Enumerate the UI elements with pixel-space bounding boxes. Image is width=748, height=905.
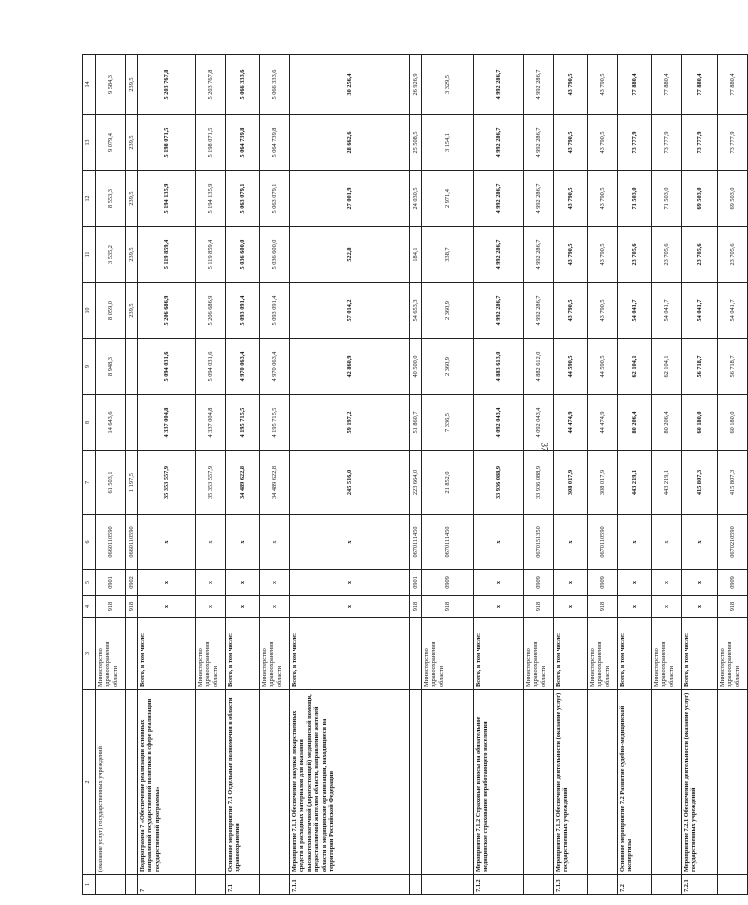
table-cell: 0901: [96, 570, 126, 596]
table-cell: 5 063 079,1: [226, 171, 260, 227]
row-description: Подпрограмма 7 «Обеспечение реализации основных направлений государственной политики в сфере реализации государственной программы»: [138, 690, 196, 875]
row-description: (оказание услуг) государственных учреждений: [96, 690, 126, 875]
row-executor: Министерство здравоохранения области: [588, 618, 618, 690]
table-cell: 308 017,9: [588, 451, 618, 515]
table-cell: 0909: [422, 570, 474, 596]
table-cell: [260, 875, 290, 895]
table-cell: 59 197,2: [290, 395, 410, 451]
table-cell: 2 360,9: [422, 283, 474, 339]
budget-table: [82, 54, 748, 895]
table-cell: 918: [524, 596, 554, 618]
table-cell: 77 880,4: [682, 55, 718, 115]
table-cell: 4 992 286,7: [524, 115, 554, 171]
row-description: [588, 690, 618, 875]
table-cell: 239,5: [126, 283, 138, 339]
header-cell: 3: [83, 618, 96, 690]
table-cell: 5 203 767,8: [138, 55, 196, 115]
table-cell: 918: [718, 596, 748, 618]
table-row: [652, 55, 682, 895]
table-cell: 77 880,4: [652, 55, 682, 115]
table-cell: [588, 875, 618, 895]
table-cell: 43 790,5: [588, 283, 618, 339]
table-cell: 54 041,7: [618, 283, 652, 339]
table-row: [422, 55, 474, 895]
header-cell: 12: [83, 171, 96, 227]
row-description: [410, 690, 422, 875]
table-cell: x: [554, 596, 588, 618]
column-number-row: [83, 55, 96, 895]
table-cell: 43 790,5: [554, 55, 588, 115]
table-cell: 5 119 859,4: [138, 227, 196, 283]
row-executor: Министерство здравоохранения области: [96, 618, 126, 690]
table-row: [290, 55, 410, 895]
header-cell: 4: [83, 596, 96, 618]
table-cell: x: [682, 570, 718, 596]
table-cell: 43 790,5: [588, 227, 618, 283]
table-cell: 5 206 686,9: [138, 283, 196, 339]
row-executor: Министерство здравоохранения области: [422, 618, 474, 690]
row-executor: Всего, в том числе:: [554, 618, 588, 690]
table-cell: 25 508,5: [410, 115, 422, 171]
table-cell: 8 059,0: [96, 283, 126, 339]
table-cell: [126, 339, 138, 395]
table-cell: 34 489 622,8: [260, 451, 290, 515]
table-row: [718, 55, 748, 895]
table-row: [682, 55, 718, 895]
table-cell: 56 718,7: [718, 339, 748, 395]
table-cell: 28 662,6: [290, 115, 410, 171]
table-cell: x: [290, 515, 410, 570]
table-cell: 5 063 079,1: [260, 171, 290, 227]
table-cell: [718, 875, 748, 895]
table-cell: x: [554, 570, 588, 596]
table-body: [83, 55, 748, 895]
header-cell: 7: [83, 451, 96, 515]
table-cell: 443 219,1: [652, 451, 682, 515]
table-cell: 5 066 333,6: [226, 55, 260, 115]
table-cell: 0909: [718, 570, 748, 596]
table-cell: 4 992 286,7: [474, 115, 524, 171]
table-cell: 223 664,0: [410, 451, 422, 515]
table-cell: 4 195 715,5: [226, 395, 260, 451]
table-cell: x: [138, 515, 196, 570]
table-cell: 14 643,6: [96, 395, 126, 451]
table-cell: 4 970 063,4: [260, 339, 290, 395]
row-description: [196, 690, 226, 875]
header-cell: 14: [83, 55, 96, 115]
table-cell: x: [260, 596, 290, 618]
table-cell: 8 948,3: [96, 339, 126, 395]
table-cell: 44 590,5: [554, 339, 588, 395]
row-executor: Министерство здравоохранения области: [260, 618, 290, 690]
table-cell: 77 880,4: [618, 55, 652, 115]
table-cell: x: [290, 596, 410, 618]
table-cell: 0660110590: [96, 515, 126, 570]
table-cell: 69 503,0: [682, 171, 718, 227]
table-cell: 80 206,4: [618, 395, 652, 451]
row-description: [652, 690, 682, 875]
row-executor: Всего, в том числе:: [682, 618, 718, 690]
table-cell: 4 337 004,8: [138, 395, 196, 451]
table-cell: 62 104,1: [652, 339, 682, 395]
table-cell: 5 206 686,9: [196, 283, 226, 339]
table-cell: x: [682, 596, 718, 618]
table-cell: 4 992 286,7: [474, 283, 524, 339]
table-cell: 522,8: [290, 227, 410, 283]
table-cell: 73 777,9: [682, 115, 718, 171]
table-cell: 4 992 286,7: [524, 55, 554, 115]
table-cell: 44 590,5: [588, 339, 618, 395]
table-cell: [652, 875, 682, 895]
table-cell: x: [652, 515, 682, 570]
table-cell: 60 180,0: [682, 395, 718, 451]
table-cell: 0901: [410, 570, 422, 596]
table-row: [226, 55, 260, 895]
table-cell: 7.1.2: [474, 875, 524, 895]
table-cell: 239,5: [126, 115, 138, 171]
table-cell: 4 992 286,7: [474, 171, 524, 227]
table-cell: 23 705,6: [718, 227, 748, 283]
table-cell: [524, 875, 554, 895]
table-cell: x: [138, 596, 196, 618]
row-executor: Всего, в том числе:: [618, 618, 652, 690]
row-description: Мероприятие 7.1.1 Обеспечение закупки лекарственных средств и расходных материалов для оказания высокотехнологичной (дорогостоящей) медицинской помощи, предоставляемой жителям области, направление жителей области в медицинские организации, находящиеся на территории Российской Федерации: [290, 690, 410, 875]
row-executor: Всего, в том числе:: [138, 618, 196, 690]
table-cell: 7.1.1: [290, 875, 410, 895]
table-cell: 245 516,0: [290, 451, 410, 515]
table-cell: 54 041,7: [682, 283, 718, 339]
table-row: [554, 55, 588, 895]
table-cell: x: [138, 570, 196, 596]
row-description: Основное мероприятие 7.2 Развитие судебно-медицинской экспертизы: [618, 690, 652, 875]
table-row: [138, 55, 196, 895]
header-cell: 5: [83, 570, 96, 596]
table-cell: 7.2: [618, 875, 652, 895]
table-cell: 1 197,5: [126, 451, 138, 515]
table-cell: 54 653,3: [410, 283, 422, 339]
table-cell: 71 503,0: [652, 171, 682, 227]
table-cell: 5 093 091,4: [260, 283, 290, 339]
table-cell: 338,7: [422, 227, 474, 283]
table-cell: 43 790,5: [554, 171, 588, 227]
table-cell: 5 198 071,5: [196, 115, 226, 171]
table-cell: 4 992 286,7: [524, 283, 554, 339]
table-cell: 443 219,1: [618, 451, 652, 515]
table-cell: 51 860,7: [410, 395, 422, 451]
table-cell: 61 503,1: [96, 451, 126, 515]
table-row: [618, 55, 652, 895]
table-cell: 0670111450: [422, 515, 474, 570]
table-cell: 918: [96, 596, 126, 618]
row-description: [422, 690, 474, 875]
table-cell: 5 119 859,4: [196, 227, 226, 283]
table-cell: x: [196, 515, 226, 570]
table-cell: 4 883 613,0: [474, 339, 524, 395]
table-cell: 7.1: [226, 875, 260, 895]
table-cell: 5 198 071,5: [138, 115, 196, 171]
table-cell: 0670110590: [588, 515, 618, 570]
row-executor: Всего, в том числе:: [290, 618, 410, 690]
table-row: [524, 55, 554, 895]
table-cell: 239,5: [126, 171, 138, 227]
table-cell: 4 337 004,8: [196, 395, 226, 451]
table-cell: x: [196, 570, 226, 596]
row-description: Мероприятие 7.1.3 Обеспечение деятельности (оказание услуг) государственных учреждений: [554, 690, 588, 875]
table-cell: x: [618, 515, 652, 570]
table-cell: 4 992 286,7: [474, 227, 524, 283]
header-cell: 13: [83, 115, 96, 171]
table-cell: 5 094 031,6: [138, 339, 196, 395]
table-cell: x: [618, 596, 652, 618]
table-cell: 5 203 767,8: [196, 55, 226, 115]
table-cell: 77 880,4: [718, 55, 748, 115]
page-number: 37: [539, 442, 550, 452]
table-cell: 21 852,0: [422, 451, 474, 515]
table-row: [410, 55, 422, 895]
table-cell: 80 206,4: [652, 395, 682, 451]
table-cell: 5 036 600,0: [226, 227, 260, 283]
table-cell: 5 094 031,6: [196, 339, 226, 395]
table-cell: 8 553,3: [96, 171, 126, 227]
table-cell: 5 036 600,0: [260, 227, 290, 283]
table-cell: [126, 875, 138, 895]
row-description: Мероприятие 7.2.1 Обеспечение деятельности (оказание услуг) государственных учреждений: [682, 690, 718, 875]
table-cell: 308 017,9: [554, 451, 588, 515]
table-cell: x: [260, 515, 290, 570]
table-cell: 34 489 622,8: [226, 451, 260, 515]
header-cell: 2: [83, 690, 96, 875]
table-cell: x: [474, 515, 524, 570]
table-cell: 42 860,9: [290, 339, 410, 395]
table-cell: 43 790,5: [588, 55, 618, 115]
table-cell: 43 790,5: [554, 227, 588, 283]
table-cell: 43 790,5: [554, 115, 588, 171]
table-cell: 9 584,3: [96, 55, 126, 115]
table-cell: 5 064 739,8: [226, 115, 260, 171]
table-cell: [126, 395, 138, 451]
table-cell: 239,5: [126, 227, 138, 283]
table-cell: 0902: [126, 570, 138, 596]
rotated-page: [82, 55, 741, 895]
table-cell: 7.2.1: [682, 875, 718, 895]
table-cell: 56 718,7: [682, 339, 718, 395]
table-cell: 69 503,0: [718, 171, 748, 227]
table-cell: 0909: [588, 570, 618, 596]
table-cell: 415 807,3: [718, 451, 748, 515]
row-executor: Министерство здравоохранения области: [718, 618, 748, 690]
table-cell: 35 353 557,9: [196, 451, 226, 515]
table-row: [260, 55, 290, 895]
table-cell: 184,1: [410, 227, 422, 283]
table-cell: x: [474, 570, 524, 596]
header-cell: 6: [83, 515, 96, 570]
header-cell: 10: [83, 283, 96, 339]
table-cell: 2 971,4: [422, 171, 474, 227]
table-cell: 0909: [524, 570, 554, 596]
table-row: [126, 55, 138, 895]
table-cell: 918: [422, 596, 474, 618]
table-cell: x: [226, 515, 260, 570]
table-cell: x: [226, 570, 260, 596]
table-cell: 7 336,5: [422, 395, 474, 451]
table-cell: 43 790,5: [588, 171, 618, 227]
table-cell: 0670210590: [718, 515, 748, 570]
table-cell: x: [196, 596, 226, 618]
table-cell: 23 705,6: [682, 227, 718, 283]
row-description: Основное мероприятие 7.1 Отдельные полномочия в области здравоохранения: [226, 690, 260, 875]
table-cell: x: [652, 570, 682, 596]
table-cell: 3 535,2: [96, 227, 126, 283]
table-cell: 2 360,9: [422, 339, 474, 395]
row-executor: [410, 618, 422, 690]
table-cell: 35 353 557,9: [138, 451, 196, 515]
table-cell: 5 194 135,9: [196, 171, 226, 227]
table-cell: 71 503,0: [618, 171, 652, 227]
table-cell: 43 790,5: [588, 115, 618, 171]
table-cell: x: [554, 515, 588, 570]
table-cell: x: [652, 596, 682, 618]
header-cell: 11: [83, 227, 96, 283]
table-cell: 918: [588, 596, 618, 618]
table-cell: 23 705,6: [618, 227, 652, 283]
table-cell: 54 041,7: [652, 283, 682, 339]
row-executor: [126, 618, 138, 690]
table-cell: 5 066 333,6: [260, 55, 290, 115]
table-cell: 7.1.3: [554, 875, 588, 895]
table-cell: 918: [126, 596, 138, 618]
header-cell: 9: [83, 339, 96, 395]
table-cell: 24 030,5: [410, 171, 422, 227]
table-cell: [422, 875, 474, 895]
table-cell: x: [226, 596, 260, 618]
table-cell: x: [618, 570, 652, 596]
row-executor: Министерство здравоохранения области: [196, 618, 226, 690]
row-description: Мероприятие 7.1.2 Страховые взносы на обязательное медицинское страхование неработающего населения: [474, 690, 524, 875]
row-executor: Всего, в том числе:: [474, 618, 524, 690]
header-cell: 8: [83, 395, 96, 451]
table-cell: 44 474,9: [554, 395, 588, 451]
table-cell: 4 992 286,7: [524, 227, 554, 283]
table-cell: 73 777,9: [618, 115, 652, 171]
table-cell: 4 092 043,4: [524, 395, 554, 451]
table-cell: x: [474, 596, 524, 618]
row-description: [524, 690, 554, 875]
table-cell: 4 970 063,4: [226, 339, 260, 395]
table-cell: 30 256,4: [290, 55, 410, 115]
table-cell: 44 474,9: [588, 395, 618, 451]
table-cell: 43 790,5: [554, 283, 588, 339]
table-cell: 5 194 135,9: [138, 171, 196, 227]
header-cell: 1: [83, 875, 96, 895]
table-cell: 3 329,5: [422, 55, 474, 115]
table-cell: 5 093 091,4: [226, 283, 260, 339]
table-cell: 62 104,1: [618, 339, 652, 395]
table-row: [588, 55, 618, 895]
table-cell: [196, 875, 226, 895]
table-cell: 73 777,9: [652, 115, 682, 171]
table-row: [96, 55, 126, 895]
table-cell: 7: [138, 875, 196, 895]
table-cell: 33 936 088,9: [474, 451, 524, 515]
table-cell: 239,5: [126, 55, 138, 115]
table-cell: 73 777,9: [718, 115, 748, 171]
table-cell: 4 195 715,5: [260, 395, 290, 451]
table-cell: 4 992 286,7: [524, 171, 554, 227]
table-cell: 3 154,1: [422, 115, 474, 171]
row-executor: Министерство здравоохранения области: [524, 618, 554, 690]
table-row: [474, 55, 524, 895]
table-cell: 9 079,4: [96, 115, 126, 171]
table-cell: 918: [410, 596, 422, 618]
table-cell: 4 092 043,4: [474, 395, 524, 451]
table-cell: [410, 875, 422, 895]
table-cell: 60 180,0: [718, 395, 748, 451]
table-cell: 4 992 286,7: [474, 55, 524, 115]
table-cell: 0670111450: [410, 515, 422, 570]
row-executor: Всего, в том числе:: [226, 618, 260, 690]
table-cell: 23 705,6: [652, 227, 682, 283]
row-executor: Министерство здравоохранения области: [652, 618, 682, 690]
table-cell: 0670151350: [524, 515, 554, 570]
table-cell: 40 500,0: [410, 339, 422, 395]
table-cell: 33 936 088,9: [524, 451, 554, 515]
table-cell: [96, 875, 126, 895]
table-cell: 27 001,9: [290, 171, 410, 227]
table-cell: x: [260, 570, 290, 596]
table-cell: 26 926,9: [410, 55, 422, 115]
table-cell: 54 041,7: [718, 283, 748, 339]
row-description: [718, 690, 748, 875]
table-cell: 4 882 612,0: [524, 339, 554, 395]
table-cell: 57 014,2: [290, 283, 410, 339]
table-cell: 415 807,3: [682, 451, 718, 515]
table-row: [196, 55, 226, 895]
table-cell: x: [682, 515, 718, 570]
table-cell: 0660110590: [126, 515, 138, 570]
row-description: [126, 690, 138, 875]
row-description: [260, 690, 290, 875]
table-cell: 5 064 739,8: [260, 115, 290, 171]
table-cell: x: [290, 570, 410, 596]
